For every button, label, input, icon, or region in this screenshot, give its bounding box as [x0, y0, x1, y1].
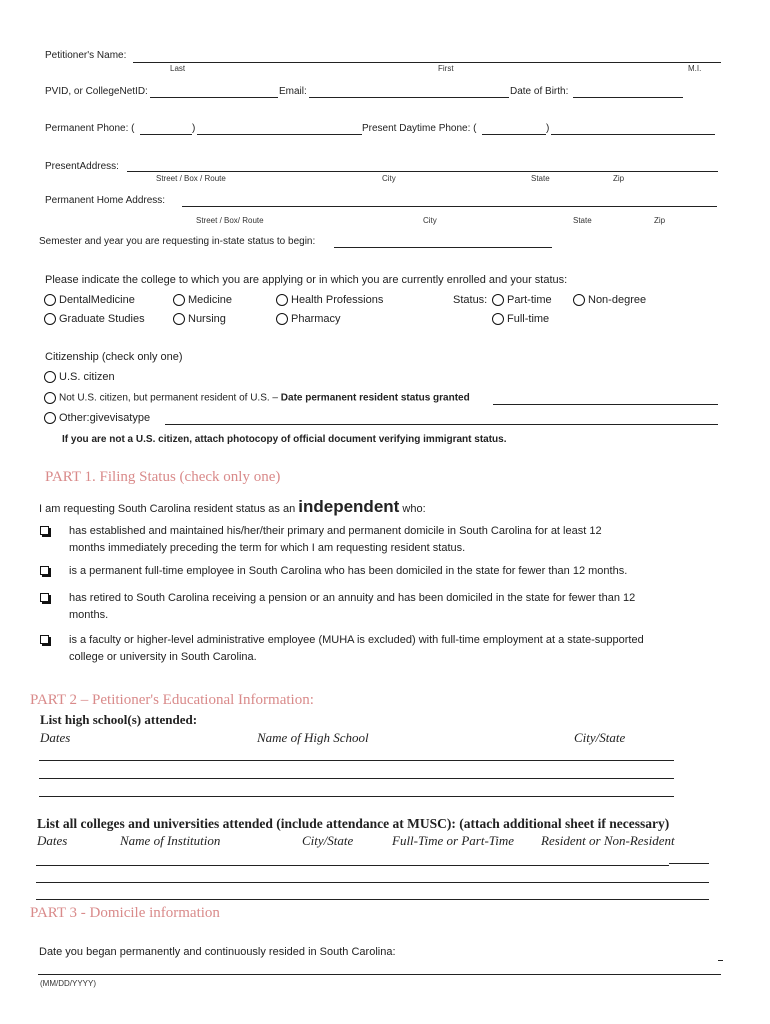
checkbox-icon	[40, 566, 49, 575]
dob-label: Date of Birth:	[510, 86, 569, 97]
col-line-3[interactable]	[36, 899, 709, 900]
present-city-caption: City	[382, 174, 396, 183]
present-address-label: PresentAddress:	[45, 161, 119, 172]
hs-line-3[interactable]	[39, 796, 674, 797]
checkbox-1[interactable]	[40, 522, 49, 540]
option-dental-medicine[interactable]: DentalMedicine	[44, 294, 135, 306]
home-city-caption: City	[423, 216, 437, 225]
permanent-phone-paren: )	[192, 123, 196, 134]
hs-col-dates: Dates	[40, 730, 71, 745]
home-state-caption: State	[573, 216, 592, 225]
semester-field[interactable]	[334, 247, 552, 248]
hs-col-city-state: City/State	[574, 730, 626, 745]
pvid-field[interactable]	[150, 97, 278, 98]
present-address-field[interactable]	[127, 171, 718, 172]
home-address-field[interactable]	[182, 206, 717, 207]
college-prompt: Please indicate the college to which you are applying or in which you are currently enrolled and your status:	[45, 274, 568, 286]
hs-line-2[interactable]	[39, 778, 674, 779]
email-field[interactable]	[309, 97, 509, 98]
radio-icon	[44, 294, 56, 306]
part1-title: PART 1. Filing Status (check only one)	[45, 469, 281, 485]
status-label: Status:	[453, 294, 488, 306]
home-street-caption: Street / Box/ Route	[196, 216, 264, 225]
petitioner-name-label: Petitioner's Name:	[45, 50, 127, 61]
radio-icon	[492, 294, 504, 306]
present-phone-area-field[interactable]	[482, 134, 546, 135]
dob-field[interactable]	[573, 97, 683, 98]
permanent-phone-label: Permanent Phone: (	[45, 123, 135, 134]
col-col-resident: Resident or Non-Resident	[541, 833, 675, 848]
col-line-stub	[669, 863, 709, 864]
date-format-caption: (MM/DD/YYYY)	[40, 979, 96, 988]
radio-icon	[44, 392, 56, 404]
radio-icon	[44, 412, 56, 424]
high-school-label: List high school(s) attended:	[40, 712, 198, 727]
option-pharmacy[interactable]: Pharmacy	[276, 313, 341, 325]
radio-icon	[173, 294, 185, 306]
present-phone-field[interactable]	[551, 134, 715, 135]
checkbox-icon	[40, 635, 49, 644]
domicile-date-field[interactable]	[38, 974, 721, 975]
radio-icon	[276, 313, 288, 325]
part1-item-1: has established and maintained his/her/their primary and permanent domicile in South Carolina for at least 12 months immediately preceding the term for which I am requesting resident status.	[69, 525, 602, 554]
col-col-dates: Dates	[37, 833, 68, 848]
present-state-caption: State	[531, 174, 550, 183]
pr-date-field[interactable]	[493, 404, 718, 405]
home-zip-caption: Zip	[654, 216, 666, 225]
citizenship-label: Citizenship (check only one)	[45, 351, 183, 363]
visa-type-field[interactable]	[165, 424, 718, 425]
col-line-1[interactable]	[36, 865, 669, 866]
part1-item-3: has retired to South Carolina receiving a pension or an annuity and has been domiciled in the state for fewer than 12 months.	[69, 592, 636, 621]
col-col-fulltime: Full-Time or Part-Time	[392, 833, 515, 848]
pvid-label: PVID, or CollegeNetID:	[45, 86, 148, 97]
radio-icon	[173, 313, 185, 325]
present-zip-caption: Zip	[613, 174, 625, 183]
checkbox-icon	[40, 526, 49, 535]
radio-icon	[44, 313, 56, 325]
last-name-caption: Last	[170, 64, 186, 73]
citizenship-permanent-resident[interactable]: Not U.S. citizen, but permanent resident of U.S. – Date permanent resident status granted	[44, 392, 470, 404]
present-phone-label: Present Daytime Phone: (	[362, 123, 477, 134]
checkbox-3[interactable]	[40, 589, 49, 607]
status-non-degree[interactable]: Non-degree	[573, 294, 646, 306]
checkbox-2[interactable]	[40, 562, 49, 580]
domicile-date-label: Date you began permanently and continuously resided in South Carolina:	[39, 946, 396, 958]
email-label: Email:	[279, 86, 307, 97]
hs-col-name: Name of High School	[257, 730, 369, 745]
middle-initial-caption: M.I.	[688, 64, 702, 73]
permanent-phone-area-field[interactable]	[140, 134, 192, 135]
status-full-time[interactable]: Full-time	[492, 313, 549, 325]
citizenship-other[interactable]: Other:givevisatype	[44, 412, 150, 424]
part3-title: PART 3 - Domicile information	[30, 905, 220, 921]
status-part-time[interactable]: Part-time	[492, 294, 552, 306]
part1-item-4: is a faculty or higher-level administrative employee (MUHA is excluded) with full-time employment at a state-supported college or university in South Carolina.	[69, 634, 644, 663]
radio-icon	[44, 371, 56, 383]
part1-item-2: is a permanent full-time employee in South Carolina who has been domiciled in the state for fewer than 12 months.	[69, 565, 628, 577]
option-nursing[interactable]: Nursing	[173, 313, 226, 325]
col-line-2[interactable]	[36, 882, 709, 883]
permanent-phone-field[interactable]	[197, 134, 362, 135]
option-graduate-studies[interactable]: Graduate Studies	[44, 313, 145, 325]
petitioner-name-field[interactable]	[133, 62, 721, 63]
checkbox-icon	[40, 593, 49, 602]
radio-icon	[276, 294, 288, 306]
colleges-label: List all colleges and universities attended (include attendance at MUSC): (attach additional sheet if necessary)	[37, 816, 670, 831]
citizenship-us[interactable]: U.S. citizen	[44, 371, 115, 383]
col-col-institution: Name of Institution	[120, 833, 221, 848]
col-col-city-state: City/State	[302, 833, 354, 848]
part2-title: PART 2 – Petitioner's Educational Information:	[30, 692, 314, 708]
radio-icon	[492, 313, 504, 325]
part1-intro: I am requesting South Carolina resident status as an independent who:	[39, 497, 426, 516]
present-street-caption: Street / Box / Route	[156, 174, 226, 183]
option-health-professions[interactable]: Health Professions	[276, 294, 383, 306]
semester-label: Semester and year you are requesting in-state status to begin:	[39, 236, 316, 247]
first-name-caption: First	[438, 64, 454, 73]
hs-line-1[interactable]	[39, 760, 674, 761]
domicile-dash	[718, 960, 723, 961]
radio-icon	[573, 294, 585, 306]
present-phone-paren: )	[546, 123, 550, 134]
checkbox-4[interactable]	[40, 631, 49, 649]
immigrant-note: If you are not a U.S. citizen, attach photocopy of official document verifying immigrant status.	[62, 434, 507, 445]
option-medicine[interactable]: Medicine	[173, 294, 232, 306]
home-address-label: Permanent Home Address:	[45, 195, 166, 206]
